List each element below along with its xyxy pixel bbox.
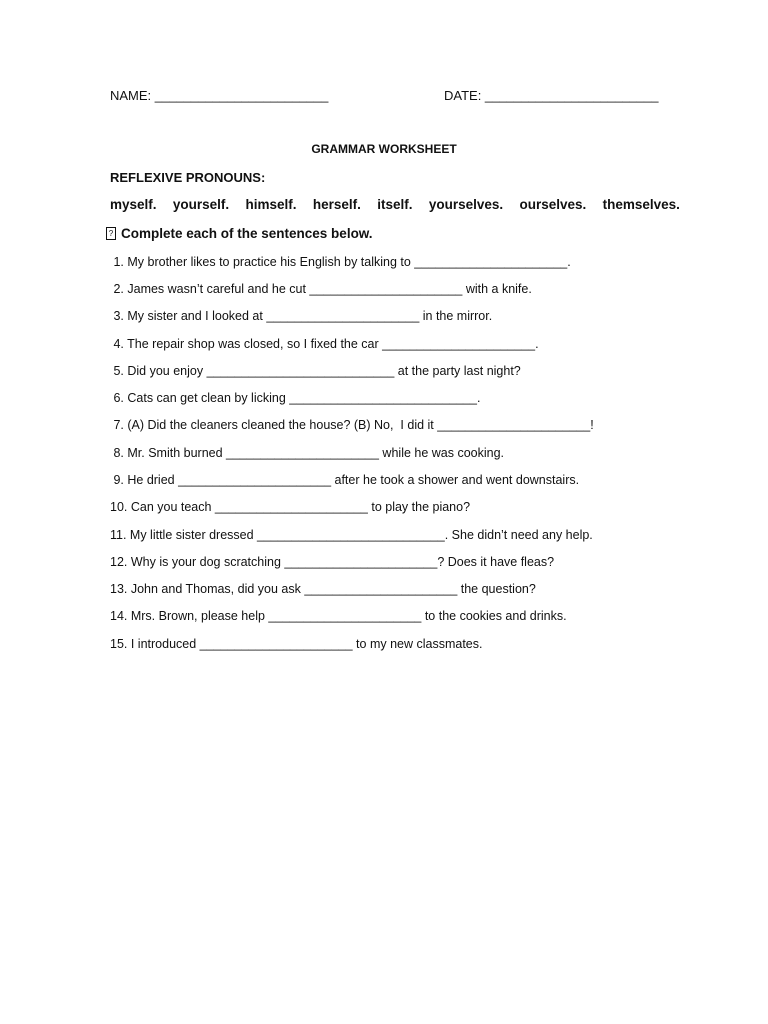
- sentence-item: 8. Mr. Smith burned ______________________ while he was cooking.: [110, 446, 505, 460]
- sentence-item: 14. Mrs. Brown, please help ______________________ to the cookies and drinks.: [110, 609, 567, 623]
- word-bank-item: themselves.: [602, 197, 680, 212]
- word-bank-item: myself.: [110, 197, 157, 212]
- sentence-item: 4. The repair shop was closed, so I fixed the car ______________________.: [110, 337, 539, 351]
- word-bank-item: herself.: [312, 197, 361, 212]
- name-field: NAME: ________________________: [110, 88, 329, 103]
- word-bank-item: itself.: [377, 197, 413, 212]
- sentence-item: 6. Cats can get clean by licking ___________________________.: [110, 391, 481, 405]
- sentence-item: 1. My brother likes to practice his English by talking to ______________________.: [110, 255, 571, 269]
- checkbox-icon: ?: [106, 227, 116, 240]
- sentence-item: 2. James wasn’t careful and he cut ______________________ with a knife.: [110, 282, 532, 296]
- word-bank-item: yourselves.: [428, 197, 504, 212]
- sentence-item: 9. He dried ______________________ after he took a shower and went downstairs.: [110, 473, 580, 487]
- sentence-item: 12. Why is your dog scratching ______________________? Does it have fleas?: [110, 555, 555, 569]
- word-bank-item: yourself.: [172, 197, 230, 212]
- sentence-item: 10. Can you teach ______________________ to play the piano?: [110, 500, 471, 514]
- sentence-item: 15. I introduced ______________________ to my new classmates.: [110, 637, 483, 651]
- instruction-text: Complete each of the sentences below.: [121, 226, 373, 241]
- instruction: [106, 226, 373, 241]
- sentence-item: 3. My sister and I looked at ______________________ in the mirror.: [110, 309, 493, 323]
- worksheet-title: GRAMMAR WORKSHEET: [311, 142, 457, 156]
- date-field: DATE: ________________________: [444, 88, 659, 103]
- sentence-item: 13. John and Thomas, did you ask ______________________ the question?: [110, 582, 536, 596]
- word-bank-item: ourselves.: [519, 197, 587, 212]
- word-bank-item: himself.: [245, 197, 297, 212]
- sentence-item: 11. My little sister dressed ___________________________. She didn’t need any help.: [110, 528, 593, 542]
- word-bank: [110, 197, 680, 212]
- section-subtitle: REFLEXIVE PRONOUNS:: [110, 170, 266, 185]
- sentence-item: 7. (A) Did the cleaners cleaned the house? (B) No, I did it ______________________!: [110, 418, 594, 432]
- sentence-item: 5. Did you enjoy ___________________________ at the party last night?: [110, 364, 521, 378]
